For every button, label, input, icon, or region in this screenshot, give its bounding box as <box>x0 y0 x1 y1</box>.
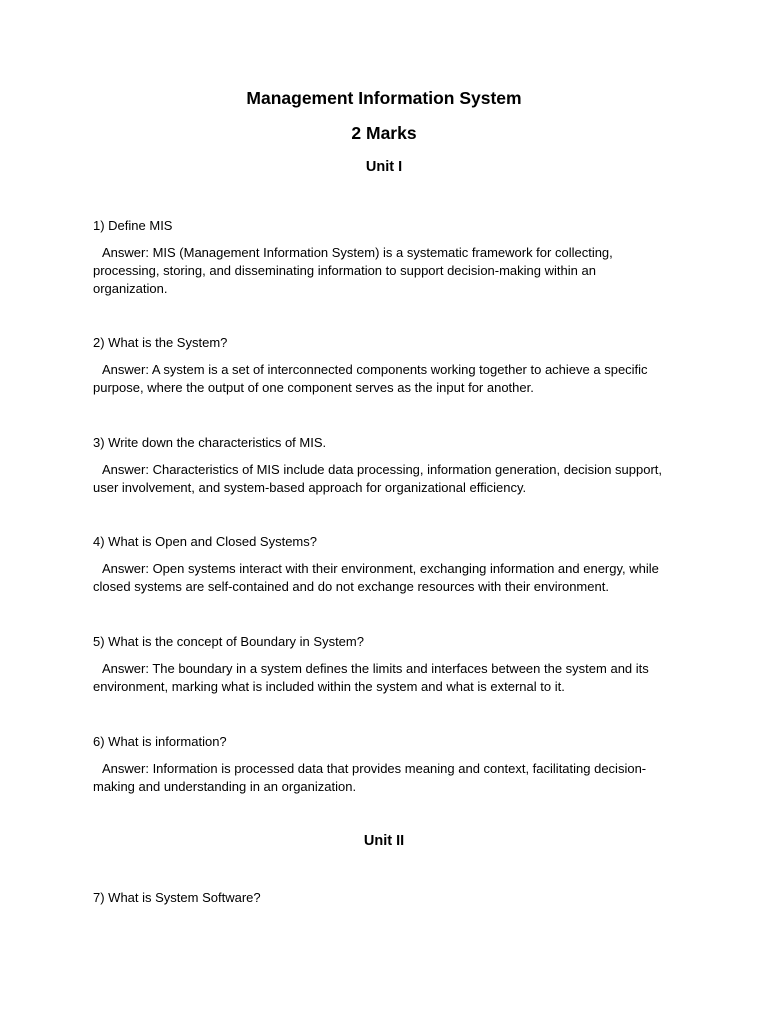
question-text: 7) What is System Software? <box>93 890 261 905</box>
question-text: 2) What is the System? <box>93 335 228 350</box>
answer-text: Answer: Characteristics of MIS include data processing, information generation, decision support, user involvement, and system-based approach for organizational efficiency. <box>93 462 663 495</box>
question-text: 4) What is Open and Closed Systems? <box>93 534 317 549</box>
question-text: 6) What is information? <box>93 734 227 749</box>
document-subtitle: 2 Marks <box>351 123 417 143</box>
document-title: Management Information System <box>246 88 522 108</box>
question-text: 1) Define MIS <box>93 218 173 233</box>
answer-text: Answer: The boundary in a system defines the limits and interfaces between the system and its environment, marking what is included within the system and what is external to it. <box>93 661 649 694</box>
answer-text: Answer: Open systems interact with their environment, exchanging information and energy, while closed systems are self-contained and do not exchange resources with their environment. <box>93 561 659 594</box>
answer-text: Answer: MIS (Management Information System) is a systematic framework for collecting, processing, storing, and disseminating information to support decision-making within an organization. <box>93 245 613 296</box>
unit-heading: Unit II <box>363 833 405 849</box>
question-text: 3) Write down the characteristics of MIS. <box>93 435 327 450</box>
question-text: 5) What is the concept of Boundary in System? <box>93 634 364 649</box>
answer-text: Answer: A system is a set of interconnected components working together to achieve a specific purpose, where the output of one component serves as the input for another. <box>93 362 648 395</box>
unit-heading: Unit I <box>365 159 403 175</box>
answer-text: Answer: Information is processed data that provides meaning and context, facilitating decision-making and understanding in an organization. <box>93 761 647 794</box>
